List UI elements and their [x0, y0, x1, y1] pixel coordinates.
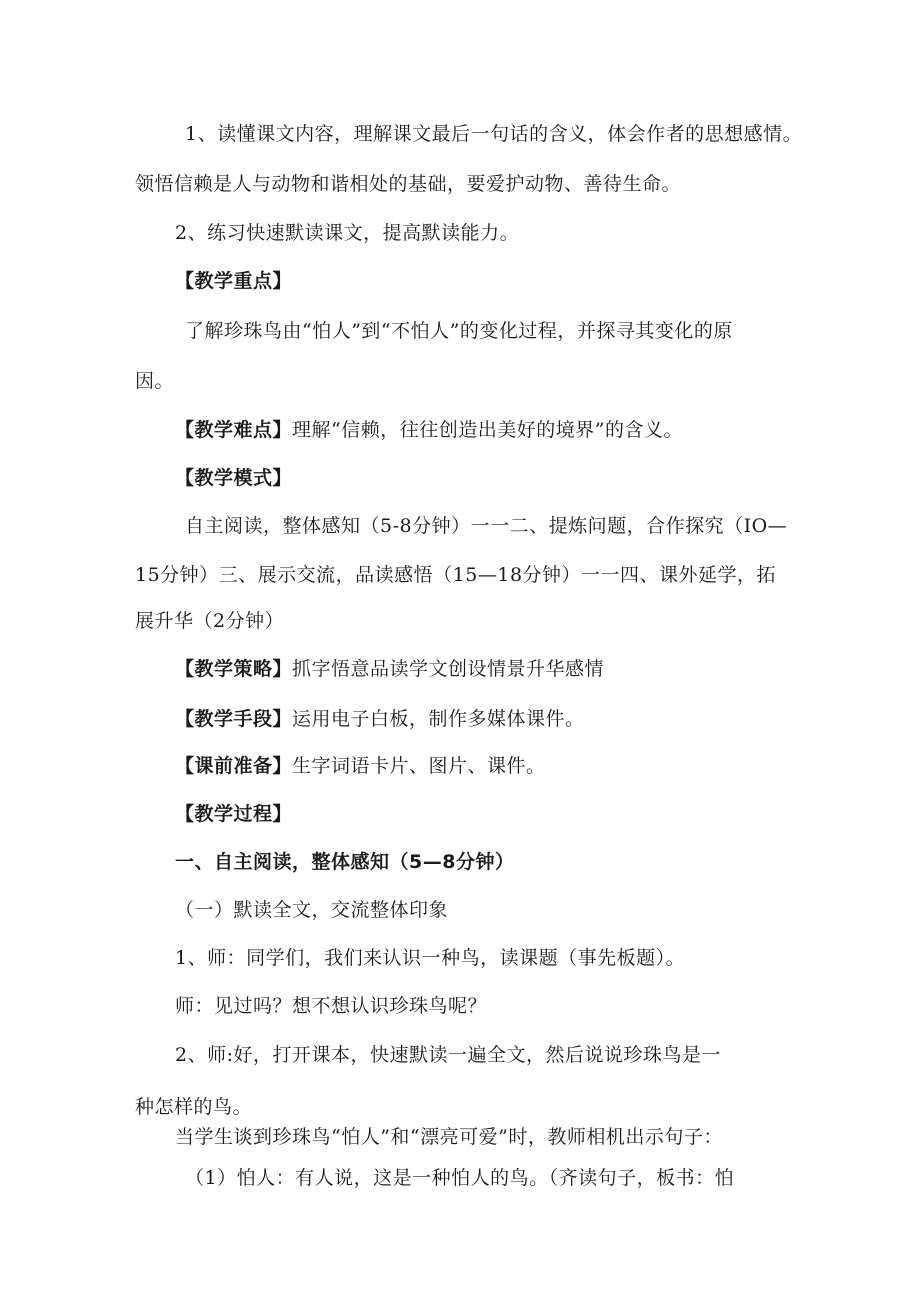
- key-points-line-1: 了解珍珠鸟由“怕人”到“不怕人”的变化过程，并探寻其变化的原: [185, 320, 733, 342]
- process-step-1: 1、师：同学们，我们来认识一种鸟，读课题（事先板题）。: [175, 947, 686, 969]
- process-step-4: （1）怕人：有人说，这是一种怕人的鸟。（齐读句子，板书：怕: [185, 1167, 735, 1189]
- strategy-line: [175, 655, 604, 683]
- process-section-1: 一、自主阅读，整体感知（5—8分钟）: [175, 851, 515, 873]
- preparation-line: [175, 752, 546, 780]
- preparation-text: 生字词语卡片、图片、课件。: [292, 755, 546, 777]
- mode-line-2: 15分钟）三、展示交流，品读感悟（15—18分钟）一一四、课外延学，拓: [135, 564, 777, 586]
- means-heading: 【教学手段】: [175, 708, 293, 730]
- process-step-2-line-2: 种怎样的鸟。: [135, 1096, 253, 1118]
- key-points-heading: 【教学重点】: [175, 270, 293, 292]
- difficulty-heading: 【教学难点】: [175, 419, 293, 441]
- mode-heading: 【教学模式】: [175, 467, 293, 489]
- means-text: 运用电子白板，制作多媒体课件。: [292, 708, 585, 730]
- objective-1-line-2: 领悟信赖是人与动物和谐相处的基础，要爱护动物、善待生命。: [135, 173, 682, 195]
- process-step-1b: 师：见过吗？想不想认识珍珠鸟呢？: [175, 995, 488, 1017]
- mode-line-1: 自主阅读，整体感知（5-8分钟）一一二、提炼问题，合作探究（IO—: [185, 515, 788, 537]
- process-step-3: 当学生谈到珍珠鸟“怕人”和“漂亮可爱”时，教师相机出示句子：: [175, 1126, 723, 1148]
- difficulty-line: [175, 416, 683, 444]
- process-step-2-line-1: 2、师:好，打开课本，快速默读一遍全文，然后说说珍珠鸟是一: [175, 1044, 721, 1066]
- strategy-text: 抓字悟意品读学文创设情景升华感情: [292, 658, 605, 680]
- objective-1-line-1: 1、读懂课文内容，理解课文最后一句话的含义，体会作者的思想感情。: [185, 123, 803, 145]
- process-sub-1: （一）默读全文，交流整体印象: [175, 899, 449, 921]
- means-line: [175, 705, 585, 733]
- preparation-heading: 【课前准备】: [175, 755, 293, 777]
- process-heading: 【教学过程】: [175, 803, 293, 825]
- objective-2: 2、练习快速默读课文，提高默读能力。: [175, 222, 520, 244]
- difficulty-text: 理解“信赖，往往创造出美好的境界”的含义。: [292, 419, 683, 441]
- key-points-line-2: 因。: [135, 370, 175, 392]
- strategy-heading: 【教学策略】: [175, 658, 293, 680]
- mode-line-3: 展升华（2分钟）: [135, 610, 285, 632]
